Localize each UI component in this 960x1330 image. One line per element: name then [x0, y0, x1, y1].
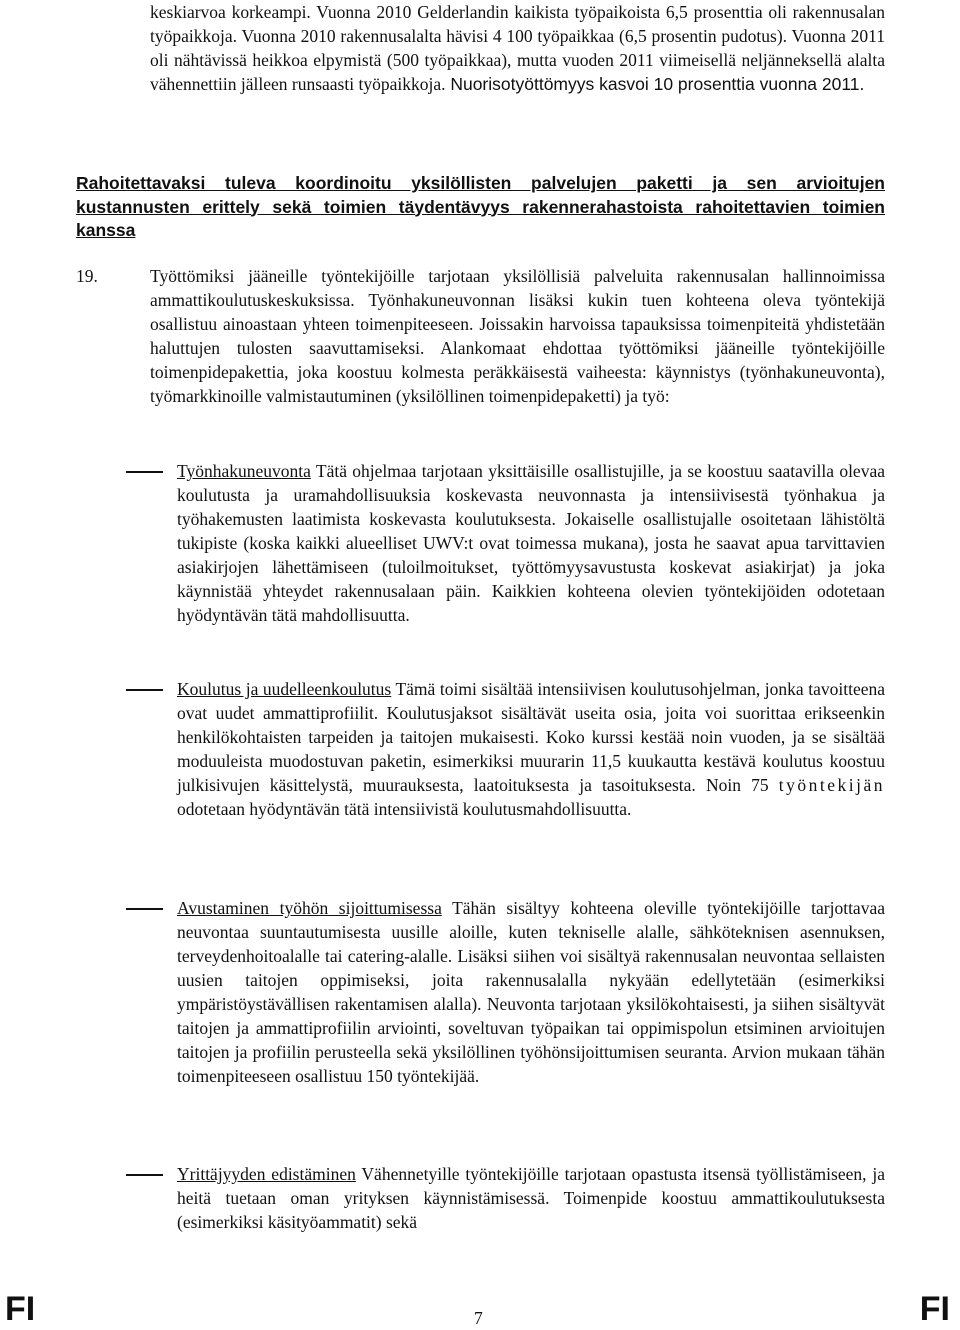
- bullet-text: Tähän sisältyy kohteena oleville työntekijöille tarjottavaa neuvontaa suuntautumisesta uusille aloille, kuten tekniselle alalle, sähköteknisen asennuksen, terveydenhoitoalalle tai catering-alalle. Lisäksi siihen voi sisältyä rakennusalan neuvontaa sellaisten uusien taitojen oppimiseksi, joita rakennusalalla nykyään edellytetään (esimerkiksi ympäristöystävällisen rakentamisen alalla). Neuvonta tarjotaan yksilökohtaisesti, ja siihen sisältyvät taitojen ja ammattiprofiilin arviointi, soveltuvan työpaikan tai oppimispolun etsiminen arvioitujen taitojen ja profiilin perusteella sekä yksilöllinen työhönsijoittumisen seuranta. Arvion mukaan tähän toimenpiteeseen osallistuu 150 työntekijää.: [177, 898, 885, 1086]
- bullet-title: Työnhakuneuvonta: [177, 461, 311, 481]
- footer-language-code-right: FI: [919, 1290, 950, 1328]
- bullet-job-search-counselling: [124, 459, 885, 627]
- bullet-training-retraining: [124, 677, 885, 821]
- intro-text-sans: Nuorisotyöttömyys kasvoi 10 prosenttia vuonna 2011.: [445, 74, 865, 94]
- intro-paragraph: [150, 0, 885, 96]
- bullet-body: [177, 1162, 885, 1234]
- bullet-entrepreneurship-promotion: [124, 1162, 885, 1234]
- intro-text-serif: keskiarvoa korkeampi. Vuonna 2010 Gelderlandin kaikista työpaikoista 6,5 prosenttia oli rakennusalan työpaikkoja. Vuonna 2010 rakennusalalta hävisi 4 100 työpaikkaa (6,5 prosentin pudotus). Vuonna 2011 oli nähtävissä heikkoa elpymistä (500 työpaikkaa), mutta vuoden 2011 viimeisellä neljänneksellä alalta vähennettiin jälleen runsaasti työpaikkoja.: [150, 2, 885, 94]
- bullet-text: Vähennetyille työntekijöille tarjotaan opastusta itsensä työllistämiseen, ja heitä tuetaan oman yrityksen käynnistämisessä. Toimenpide koostuu ammattikoulutuksesta (esimerkiksi käsityöammatit) sekä: [177, 1164, 885, 1232]
- bullet-title: Yrittäjyyden edistäminen: [177, 1164, 356, 1184]
- bullet-body: [177, 677, 885, 821]
- bullet-text: odotetaan hyödyntävän tätä intensiivistä koulutusmahdollisuutta.: [177, 799, 632, 819]
- page-number: 7: [474, 1308, 483, 1328]
- paragraph-19-text: Työttömiksi jääneille työntekijöille tarjotaan yksilöllisiä palveluita rakennusalan hallinnoimissa ammattikoulutuskeskuksissa. Työnhakuneuvonnan lisäksi kukin tuen kohteena oleva työntekijä osallistuu ainoastaan yhteen toimenpiteeseen. Joissakin harvoissa tapauksissa toimenpiteitä yhdistetään haluttujen tulosten saavuttamiseksi. Alankomaat ehdottaa työttömiksi jääneille työntekijöille toimenpidepakettia, joka koostuu kolmesta peräkkäisestä vaiheesta: käynnistys (työnhakuneuvonta), työmarkkinoille valmistautuminen (yksilöllinen toimenpidepaketti) ja työ:: [150, 266, 885, 406]
- bullet-job-placement-assistance: [124, 896, 885, 1088]
- paragraph-number: 19.: [76, 266, 98, 286]
- footer-language-code-left: FI: [5, 1290, 36, 1328]
- section-heading: Rahoitettavaksi tuleva koordinoitu yksilöllisten palvelujen paketti ja sen arvioitujen kustannusten erittely sekä toimien täydentävyys rakennerahastoista rahoitettavien toimien kanssa: [76, 173, 885, 240]
- bullet-title: Avustaminen työhön sijoittumisessa: [177, 898, 442, 918]
- bullet-text: Tämä toimi sisältää intensiivisen koulutusohjelman, jonka tavoitteena ovat uudet ammattiprofiilit. Koulutusjaksot sisältävät useita osia, joita voi suorittaa erikseenkin henkilökohtaisten tarpeiden ja taitojen mukaisesti. Koko kurssi kestää noin vuoden, ja se sisältää moduuleista muodostuvan paketin, esimerkiksi muurarin 11,5 kuukautta kestävä koulutus koostuu julkisivujen käsittelystä, muurauksesta, laatoituksesta ja tasoituksesta. Noin 75: [177, 679, 885, 795]
- bullet-title: Koulutus ja uudelleenkoulutus: [177, 679, 392, 699]
- bullet-body: [177, 896, 885, 1088]
- bullet-text-spaced: työntekijän: [778, 775, 885, 795]
- bullet-text: Tätä ohjelmaa tarjotaan yksittäisille osallistujille, ja se koostuu saatavilla olevaa koulutusta ja uramahdollisuuksia koskevasta neuvonnasta ja intensiivisestä työnhakua ja työhakemusten laatimista koskevasta koulutuksesta. Jokaiselle osallistujalle osoitetaan lähistöltä tukipiste (koska kaikki alueelliset UWV:t ovat toimessa mukana), josta he saavat apua tarvittavien asiakirjojen lähettämiseen (tuloilmoitukset, työttömyysavustusta koskevat asiakirjat) ja joka käynnistää yhteydet rakennusalaan päin. Kaikkien kohteena olevien työntekijöiden odotetaan hyödyntävän tätä mahdollisuutta.: [177, 461, 885, 625]
- bullet-body: [177, 459, 885, 627]
